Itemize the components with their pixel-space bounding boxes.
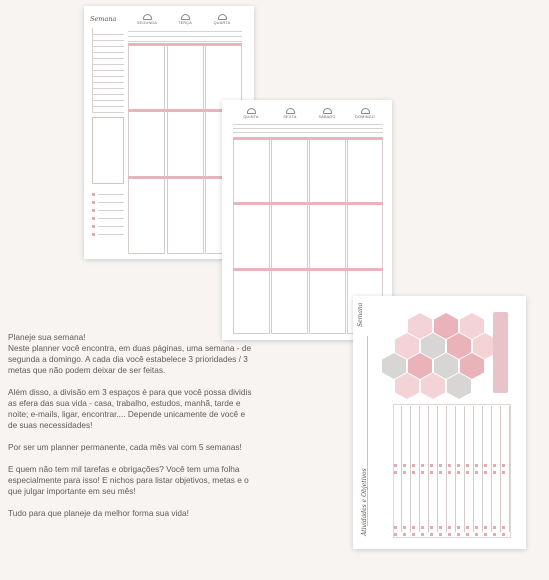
cup-icon [247, 108, 256, 114]
hexagon [421, 373, 445, 399]
day-column-thursday [233, 137, 270, 334]
hexagon [382, 353, 406, 379]
hexagon [395, 373, 419, 399]
day-header-tuesday: TERÇA [173, 14, 197, 25]
month-label-bar [493, 312, 508, 393]
day-header-sunday: DOMINGO [350, 108, 380, 119]
description-paragraph: Além disso, a divisão em 3 espaços é para que você possa dividis as efera das sua vida - casa, trabalho, estudos, manhã, tarde e noite; e-mails, ligar, encontrar.... Depende unicamente de você e de suas necessidades! [8, 387, 252, 430]
cup-icon [181, 14, 190, 20]
planner-page-monthly [353, 296, 526, 549]
week-title: Semana [90, 15, 117, 23]
cup-icon [323, 108, 332, 114]
day-column-friday [271, 137, 308, 334]
hexagon [447, 333, 471, 359]
hexagon [408, 353, 432, 379]
hexagon [434, 313, 458, 339]
hexagon [395, 333, 419, 359]
cup-icon [286, 108, 295, 114]
day-header-friday: SEXTA [277, 108, 303, 119]
description-heading: Planeje sua semana! [8, 332, 86, 342]
day-header-monday: SEGUNDA [135, 14, 159, 25]
activities-objectives-label: Atividades e Objetivos [361, 468, 368, 536]
description-paragraph: Por ser um planner permanente, cada mês vai com 5 semanas! [8, 442, 242, 452]
day-header-saturday: SÁBADO [314, 108, 340, 119]
hexagon [460, 313, 484, 339]
hexagon [460, 353, 484, 379]
cup-icon [218, 14, 227, 20]
day-column-saturday [309, 137, 346, 334]
notes-box [92, 117, 124, 184]
hexagon [447, 373, 471, 399]
description-paragraph: E quem não tem mil tarefas e obrigações? Você tem uma folha especialmente para isso! E nichos para listar objetivos, metas e o que julgar importante em seu mês! [8, 464, 249, 496]
description-paragraph: Neste planner você encontra, em duas páginas, uma semana - de segunda a domingo. A cada dia você estabelece 3 prioridades / 3 metas que não podem deixar de ser feitas. [8, 343, 252, 375]
hexagon [408, 313, 432, 339]
hexagon [421, 333, 445, 359]
day-column-monday [128, 43, 165, 254]
product-description [8, 332, 254, 530]
cup-icon [361, 108, 370, 114]
day-header-wednesday: QUARTA [210, 14, 234, 25]
description-paragraph: Tudo para que planeje da melhor forma sua vida! [8, 508, 189, 518]
day-column-tuesday [167, 43, 204, 254]
hexagon [434, 353, 458, 379]
day-header-thursday: QUINTA [238, 108, 264, 119]
cup-icon [143, 14, 152, 20]
week-title-vertical: Semana [357, 302, 364, 327]
